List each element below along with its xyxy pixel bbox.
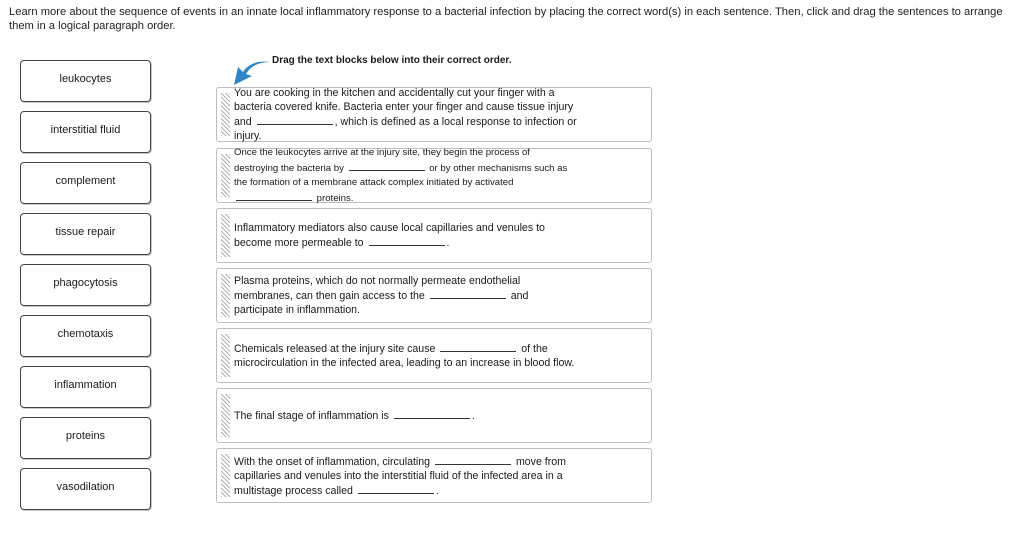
sentence-line: and , which is defined as a local response to infection or bbox=[234, 116, 577, 128]
sentence-line: Once the leukocytes arrive at the injury site, they begin the process of bbox=[234, 146, 530, 158]
sentence-line: Plasma proteins, which do not normally permeate endothelial bbox=[234, 275, 521, 287]
sentence-line: Inflammatory mediators also cause local capillaries and venules to bbox=[234, 222, 545, 234]
answer-blank[interactable] bbox=[394, 408, 470, 419]
word-tile-inflammation[interactable] bbox=[20, 366, 151, 408]
sentence-line: become more permeable to . bbox=[234, 237, 450, 249]
word-label: chemotaxis bbox=[57, 328, 114, 340]
word-tile-chemotaxis[interactable] bbox=[20, 315, 151, 357]
answer-blank[interactable] bbox=[369, 235, 445, 246]
drag-handle-icon[interactable] bbox=[221, 274, 230, 317]
word-label: leukocytes bbox=[59, 73, 112, 85]
sentence-line: bacteria covered knife. Bacteria enter your finger and cause tissue injury bbox=[234, 101, 574, 113]
answer-blank[interactable] bbox=[358, 483, 434, 494]
word-tile-interstitial-fluid[interactable] bbox=[20, 111, 151, 153]
drag-hint-text: Drag the text blocks below into their correct order. bbox=[272, 55, 512, 66]
word-label: phagocytosis bbox=[53, 277, 118, 289]
answer-blank[interactable] bbox=[430, 288, 506, 299]
sentence-line: The final stage of inflammation is . bbox=[234, 410, 475, 422]
word-label: proteins bbox=[65, 430, 106, 442]
word-label: inflammation bbox=[54, 379, 117, 391]
sentence-line: With the onset of inflammation, circulating move from bbox=[234, 455, 566, 468]
sentence-block[interactable] bbox=[216, 388, 652, 443]
sentence-line: proteins. bbox=[234, 190, 645, 206]
word-tile-complement[interactable] bbox=[20, 162, 151, 204]
word-tile-leukocytes[interactable] bbox=[20, 60, 151, 102]
word-label: vasodilation bbox=[56, 481, 115, 493]
answer-blank[interactable] bbox=[440, 341, 516, 352]
answer-blank[interactable] bbox=[236, 190, 312, 201]
drag-handle-icon[interactable] bbox=[221, 93, 230, 136]
word-tile-phagocytosis[interactable] bbox=[20, 264, 151, 306]
instructions: Learn more about the sequence of events in an innate local inflammatory response to a bacterial infection by placing the correct word(s) in each sentence. Then, click and drag the sentences to arrange them in a logical paragraph order. bbox=[9, 6, 1003, 32]
sentence-line: capillaries and venules into the interstitial fluid of the infected area in a bbox=[234, 469, 563, 482]
sentence-block[interactable] bbox=[216, 268, 652, 323]
sentence-block[interactable] bbox=[216, 448, 652, 503]
sentence-block[interactable] bbox=[216, 208, 652, 263]
sentence-line: membranes, can then gain access to the and bbox=[234, 290, 529, 302]
sentence-line: destroying the bacteria by or by other mechanisms such as bbox=[234, 160, 645, 176]
sentence-line: You are cooking in the kitchen and accidentally cut your finger with a bbox=[234, 87, 555, 99]
drag-handle-icon[interactable] bbox=[221, 454, 230, 497]
sentence-line: multistage process called . bbox=[234, 484, 439, 497]
drag-handle-icon[interactable] bbox=[221, 214, 230, 257]
word-label: tissue repair bbox=[55, 226, 116, 238]
drag-handle-icon[interactable] bbox=[221, 334, 230, 377]
word-label: complement bbox=[55, 175, 116, 187]
sentence-line: Chemicals released at the injury site cause of the bbox=[234, 343, 548, 355]
sentence-block[interactable] bbox=[216, 87, 652, 142]
sentence-line: microcirculation in the infected area, leading to an increase in blood flow. bbox=[234, 357, 575, 369]
answer-blank[interactable] bbox=[435, 454, 511, 465]
word-tile-vasodilation[interactable] bbox=[20, 468, 151, 510]
answer-blank[interactable] bbox=[257, 114, 333, 125]
word-tile-proteins[interactable] bbox=[20, 417, 151, 459]
sentence-block[interactable] bbox=[216, 328, 652, 383]
drag-handle-icon[interactable] bbox=[221, 154, 230, 197]
sentence-line: the formation of a membrane attack complex initiated by activated bbox=[234, 176, 514, 188]
answer-blank[interactable] bbox=[349, 160, 425, 171]
sentence-block[interactable] bbox=[216, 148, 652, 203]
sentence-line: participate in inflammation. bbox=[234, 304, 361, 316]
pointer-arrow-icon bbox=[232, 57, 272, 87]
word-label: interstitial fluid bbox=[50, 124, 121, 136]
sentence-line: injury. bbox=[234, 130, 262, 142]
drag-handle-icon[interactable] bbox=[221, 394, 230, 437]
word-tile-tissue-repair[interactable] bbox=[20, 213, 151, 255]
